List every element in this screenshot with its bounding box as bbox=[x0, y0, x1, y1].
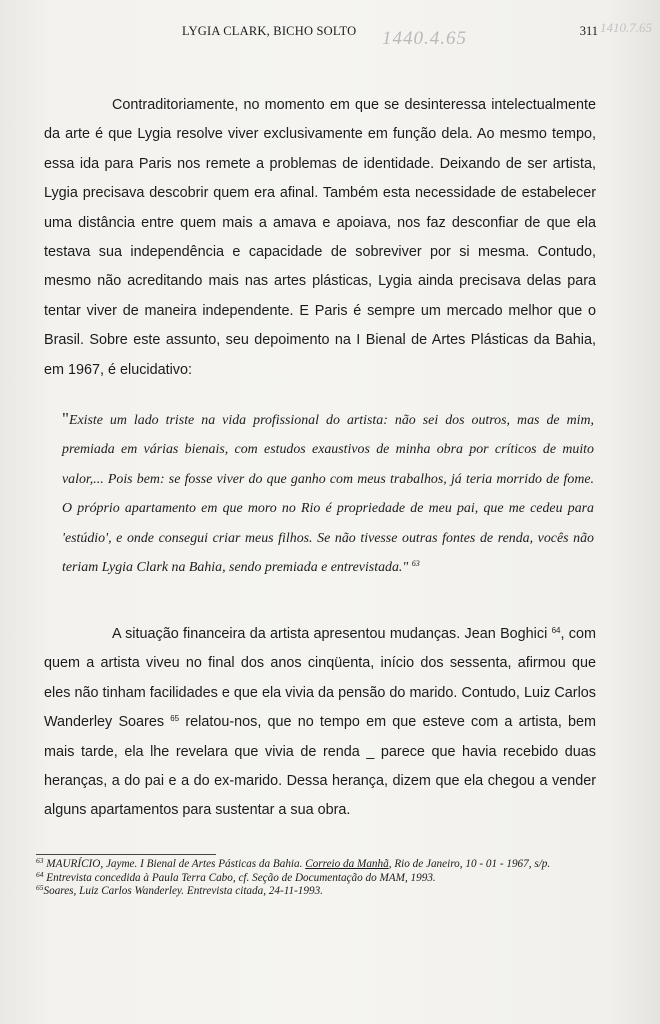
footnote-65 bbox=[36, 885, 598, 899]
footnote-newspaper-title: Correio da Manhã bbox=[305, 858, 389, 870]
quote-open-mark: " bbox=[62, 409, 69, 428]
footnote-number: 63 bbox=[36, 856, 44, 865]
footnote-number: 65 bbox=[36, 883, 44, 892]
paragraph-2-part-2: , com quem a artista viveu no final dos anos cinqüenta, início dos sessenta, afirmou que eles não tinham facilidades e que ela vivia da pensão do marido. Contudo, Luiz Carlos Wanderley Soares bbox=[44, 626, 596, 731]
pencil-annotation: 1440.4.65 bbox=[382, 28, 467, 49]
footnote-number: 64 bbox=[36, 869, 44, 879]
block-quote bbox=[62, 404, 594, 582]
paragraph-2-part-3: relatou-nos, que no tempo em que esteve com a artista, bem mais tarde, ela lhe revelara que vivia de renda _ parece que havia recebido duas heranças, a do pai e a do ex-marido. Dessa herança, dizem que ela chegou a vender alguns apartamentos para sustentar a sua obra. bbox=[44, 714, 596, 819]
footnote-64 bbox=[36, 869, 598, 886]
paragraph-2-part-1: A situação financeira da artista apresentou mudanças. Jean Boghici bbox=[112, 626, 552, 642]
pencil-annotation-corner: 1410.7.65 bbox=[600, 20, 652, 35]
footnote-divider bbox=[36, 854, 216, 855]
footnote-text: Entrevista concedida à Paula Terra Cabo, cf. Seção de Documentação do MAM, 1993. bbox=[43, 871, 436, 884]
paragraph-2 bbox=[44, 620, 596, 826]
running-title: LYGIA CLARK, BICHO SOLTO bbox=[182, 24, 357, 38]
paragraph-1: Contraditoriamente, no momento em que se desinteressa intelectualmente da arte é que Lygia resolve viver exclusivamente em função dela. Ao mesmo tempo, essa ida para Paris nos remete a problemas de identidade. Deixando de ser artista, Lygia precisava descobrir quem era afinal. Também esta necessidade de estabelecer uma distância entre quem mais a amava e apoiava, nos faz desconfiar de que ela testava sua independência e capacidade de sobreviver por si mesma. Contudo, mesmo não acreditando mais nas artes plásticas, Lygia ainda precisava delas para tentar viver de maneira independente. E Paris é sempre um mercado melhor que o Brasil. Sobre este assunto, seu depoimento na I Bienal de Artes Plásticas da Bahia, em 1967, é elucidativo: bbox=[44, 97, 596, 378]
running-head bbox=[0, 20, 660, 49]
footnote-text: Soares, Luiz Carlos Wanderley. Entrevista citada, 24-11-1993. bbox=[43, 885, 323, 897]
quote-text: Existe um lado triste na vida profissional do artista: não sei dos outros, mas de mim, premiada em várias bienais, com estudos exaustivos de minha obra por críticos de muito valor,... Pois bem: se fosse viver do que ganho com meus trabalhos, já teria morrido de fome. O próprio apartamento em que moro no Rio é propriedade de meu pai, que me cedeu para 'estúdio', e onde consegui criar meus filhos. Se não tivesse outras fontes de renda, vocês não teriam Lygia Clark na Bahia, sendo premiada e entrevistada." bbox=[62, 413, 594, 576]
footnote-ref-64: 64 bbox=[551, 626, 561, 635]
footnote-ref-63: 63 bbox=[411, 559, 420, 569]
footnote-text: MAURÍCIO, Jayme. I Bienal de Artes Pásticas da Bahia. bbox=[43, 858, 306, 870]
footnote-63 bbox=[36, 858, 598, 872]
footnotes bbox=[36, 858, 598, 899]
footnote-ref-65: 65 bbox=[170, 714, 180, 724]
footnote-text: , Rio de Janeiro, 10 - 01 - 1967, s/p. bbox=[388, 858, 551, 870]
page-number: 311 bbox=[579, 24, 598, 38]
